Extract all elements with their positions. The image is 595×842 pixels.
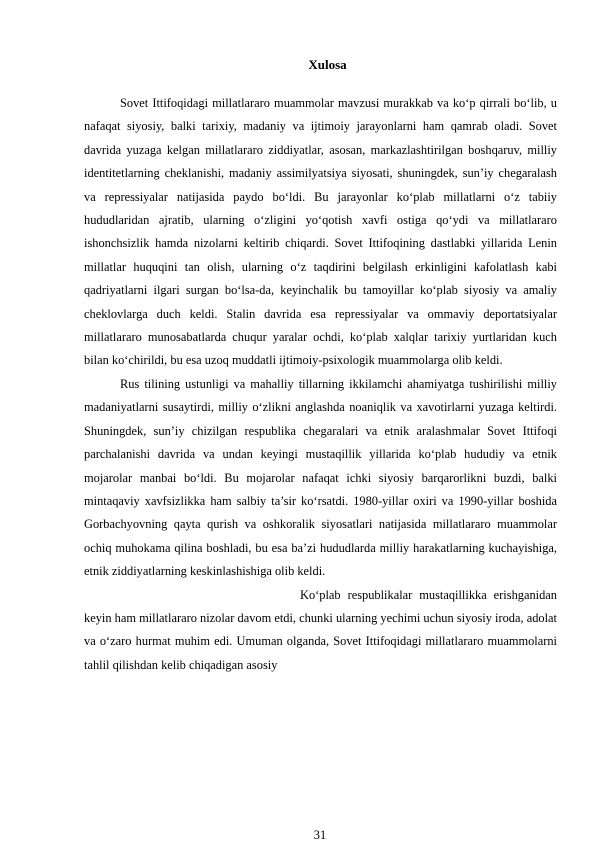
body-text xyxy=(84,92,557,677)
paragraph-2: Rus tilining ustunligi va mahalliy tillarning ikkilamchi ahamiyatga tushirilishi milliy madaniyatlarni susaytirdi, milliy o‘zlikni anglashda noaniqlik va xavotirlarni yuzaga keltirdi. Shuningdek, sun’iy chizilgan respublika chegaralari va etnik aralashmalar Sovet Ittifoqi parchalanishi davrida va undan keyingi mustaqillik yillarida ko‘plab hududiy va etnik mojarolar manbai bo‘ldi. Bu mojarolar nafaqat ichki siyosiy barqarorlikni buzdi, balki mintaqaviy xavfsizlikka ham salbiy ta’sir ko‘rsatdi. 1980-yillar oxiri va 1990-yillar boshida Gorbachyovning qayta qurish va oshkoralik siyosatlari natijasida millatlararo muammolar ochiq muhokama qilina boshladi, bu esa ba’zi hududlarda milliy harakatlarning kuchayishiga, etnik ziddiyatlarning keskinlashishiga olib keldi. xyxy=(84,376,557,579)
page-number: 31 xyxy=(313,828,327,842)
page-title: Xulosa xyxy=(308,57,347,72)
paragraph-1: Sovet Ittifoqidagi millatlararo muammolar mavzusi murakkab va ko‘p qirrali bo‘lib, u nafaqat siyosiy, balki tarixiy, madaniy va ijtimoiy jarayonlarni ham qamrab oladi. Sovet davrida yuzaga kelgan millatlararo ziddiyatlar, asosan, markazlashtirilgan boshqaruv, milliy identitetlarning cheklanishi, madaniy assimilyatsiya siyosati, shuningdek, sun’iy chegaralash va repressiyalar natijasida paydo bo‘ldi. Bu jarayonlar ko‘plab millatlarni o‘z tabiiy hududlaridan ajratib, ularning o‘zligini yo‘qotish xavfi ostiga qo‘ydi va millatlararo ishonchsizlik hamda nizolarni keltirib chiqardi. Sovet Ittifoqining dastlabki yillarida Lenin millatlar huquqini tan olish, ularning o‘z taqdirini belgilash erkinligini kafolatlash kabi qadriyatlarni ilgari surgan bo‘lsa-da, keyinchalik bu tamoyillar ko‘plab siyosiy va amaliy cheklovlarga duch keldi. Stalin davrida esa repressiyalar va ommaviy deportatsiyalar millatlararo munosabatlarda chuqur yaralar ochdi, ko‘plab xalqlar tarixiy yurtlaridan kuch bilan ko‘chirildi, bu esa uzoq muddatli ijtimoiy-psixologik muammolarga olib keldi. xyxy=(84,96,557,368)
paragraph-3: Ko‘plab respublikalar mustaqillikka erishganidan keyin ham millatlararo nizolar davom etdi, chunki ularning yechimi uchun siyosiy iroda, adolat va o‘zaro hurmat muhim edi. Umuman olganda, Sovet Ittifoqidagi millatlararo muammolarni tahlil qilishdan kelib chiqadigan asosiy xyxy=(84,587,557,672)
